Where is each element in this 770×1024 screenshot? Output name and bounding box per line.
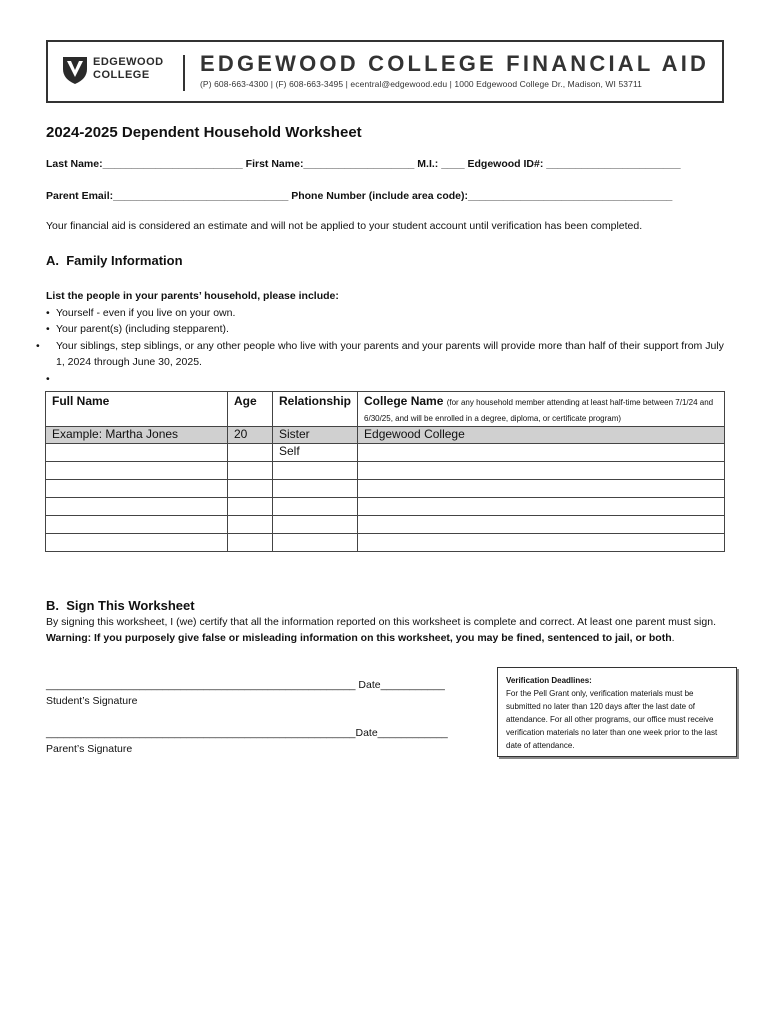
student-info-line[interactable]: Last Name:________________________ First Name:___________________ M.I.: ____ Edgewood ID#: _______________________	[46, 158, 681, 170]
college-cell[interactable]	[358, 480, 725, 498]
bullet-item	[46, 321, 726, 337]
name-cell[interactable]	[46, 462, 228, 480]
college-shield-logo-icon	[62, 55, 88, 85]
table-row[interactable]	[46, 516, 725, 534]
age-cell[interactable]	[228, 462, 273, 480]
bullet-item	[46, 371, 726, 387]
parent-signature-label: Parent’s Signature	[46, 743, 133, 755]
bullet-icon: •	[46, 323, 50, 335]
relationship-cell[interactable]	[273, 480, 358, 498]
student-signature-label: Student’s Signature	[46, 695, 138, 707]
name-cell[interactable]	[46, 534, 228, 552]
table-row[interactable]	[46, 498, 725, 516]
bullet-text: Your siblings, step siblings, or any other people who live with your parents and your parents will provide more than half of their support from July 1, 2024 through June 30, 2025.	[56, 340, 724, 368]
bullet-item	[46, 305, 726, 321]
table-row[interactable]	[46, 480, 725, 498]
header-contact-info: (P) 608-663-4300 | (F) 608-663-3495 | ecentral@edgewood.edu | 1000 Edgewood College Dr., Madison, WI 53711	[200, 79, 642, 89]
section-a-heading: A. Family Information	[46, 253, 183, 268]
logo-text-line1: EDGEWOOD	[93, 56, 164, 68]
bullet-icon: •	[46, 307, 50, 319]
age-cell[interactable]	[228, 498, 273, 516]
student-signature-line[interactable]: _____________________________________________________ Date___________	[46, 679, 445, 691]
household-list-intro: List the people in your parents’ household, please include:	[46, 290, 339, 302]
certification-text	[46, 614, 726, 646]
verification-deadlines-box	[497, 667, 737, 757]
college-cell[interactable]	[358, 534, 725, 552]
certification-warning: Warning: If you purposely give false or misleading information on this worksheet, you may be fined, sentenced to jail, or both	[46, 632, 672, 644]
header-title: EDGEWOOD COLLEGE FINANCIAL AID	[200, 51, 710, 76]
col-header-age: Age	[228, 392, 273, 427]
bullet-icon: •	[46, 373, 50, 385]
relationship-cell[interactable]	[273, 498, 358, 516]
college-header-note: (for any household member attending at least half-time between 7/1/24 and 6/30/25, and will be enrolled in a degree, diploma, or certificate program)	[364, 398, 714, 423]
logo-text-line2: COLLEGE	[93, 69, 150, 81]
page-title: 2024-2025 Dependent Household Worksheet	[46, 124, 362, 141]
table-header-row	[46, 392, 725, 427]
age-cell[interactable]	[228, 516, 273, 534]
bullet-text: Your parent(s) (including stepparent).	[56, 323, 229, 335]
estimate-notice: Your financial aid is considered an estimate and will not be applied to your student account until verification has been completed.	[46, 220, 643, 232]
relationship-cell[interactable]	[273, 462, 358, 480]
parent-signature-line[interactable]: _____________________________________________________Date____________	[46, 727, 448, 739]
college-cell[interactable]	[358, 498, 725, 516]
relationship-cell[interactable]	[273, 534, 358, 552]
verification-title: Verification Deadlines:	[506, 676, 592, 685]
bullet-icon: •	[36, 340, 40, 352]
header-divider	[183, 55, 185, 91]
table-row[interactable]	[46, 444, 725, 462]
example-college: Edgewood College	[358, 427, 725, 444]
certification-plain: By signing this worksheet, I (we) certify that all the information reported on this worksheet is complete and correct. At least one parent must sign.	[46, 616, 716, 628]
age-cell[interactable]	[228, 480, 273, 498]
example-age: 20	[228, 427, 273, 444]
section-b-heading: B. Sign This Worksheet	[46, 598, 195, 613]
college-cell[interactable]	[358, 462, 725, 480]
name-cell[interactable]	[46, 480, 228, 498]
certification-end: .	[671, 632, 675, 644]
col-header-full-name: Full Name	[46, 392, 228, 427]
household-table	[45, 391, 725, 552]
bullet-text: Yourself - even if you live on your own.	[56, 307, 236, 319]
name-cell[interactable]	[46, 444, 228, 462]
verification-body: For the Pell Grant only, verification materials must be submitted no later than 120 days after the last date of attendance. For all other programs, our office must receive verification materials no later than one week prior to the last date of attendance.	[506, 689, 718, 750]
table-row[interactable]	[46, 462, 725, 480]
bullet-item	[36, 338, 726, 370]
age-cell[interactable]	[228, 534, 273, 552]
parent-info-line[interactable]: Parent Email:______________________________ Phone Number (include area code):___________________________________	[46, 190, 673, 202]
age-cell[interactable]	[228, 444, 273, 462]
example-row	[46, 427, 725, 444]
college-header-label: College Name	[364, 394, 444, 408]
col-header-college	[358, 392, 725, 427]
example-name: Example: Martha Jones	[46, 427, 228, 444]
college-cell[interactable]	[358, 516, 725, 534]
relationship-cell[interactable]	[273, 516, 358, 534]
example-relationship: Sister	[273, 427, 358, 444]
relationship-cell[interactable]: Self	[273, 444, 358, 462]
name-cell[interactable]	[46, 516, 228, 534]
college-cell[interactable]	[358, 444, 725, 462]
name-cell[interactable]	[46, 498, 228, 516]
col-header-relationship: Relationship	[273, 392, 358, 427]
table-row[interactable]	[46, 534, 725, 552]
